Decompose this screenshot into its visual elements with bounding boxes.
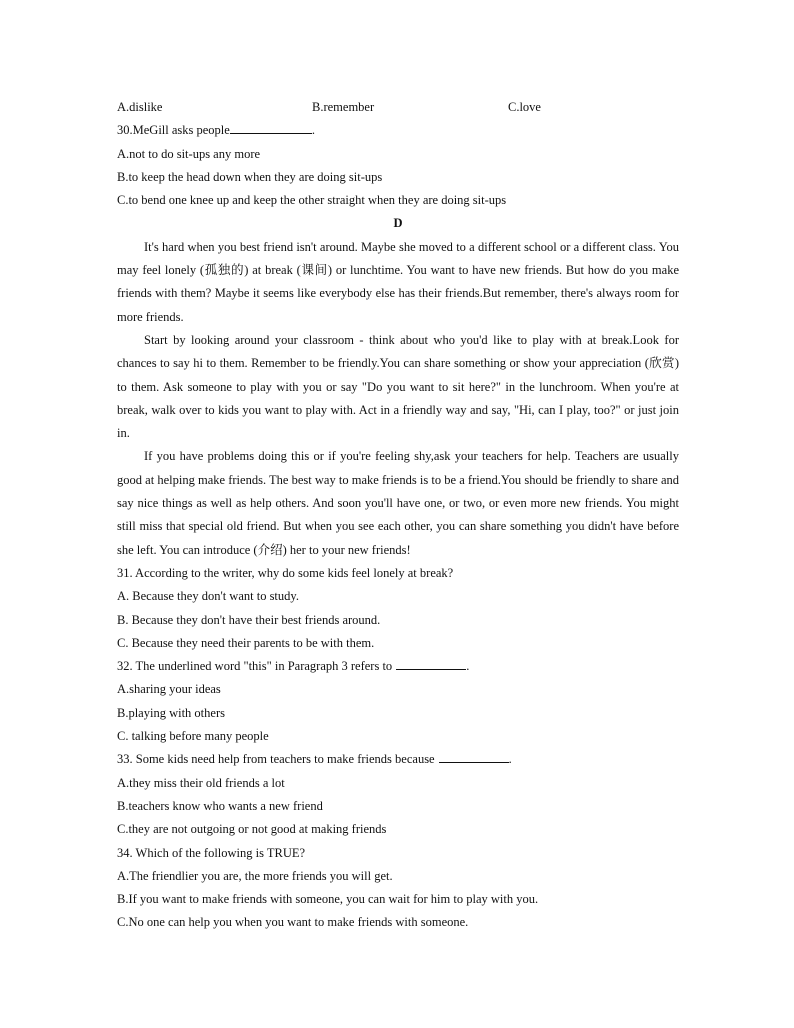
- q30-stem-end: .: [311, 123, 315, 138]
- q33-answer-blank: [439, 748, 509, 763]
- q34-option-b: B.If you want to make friends with someone, you can wait for him to play with you.: [117, 892, 539, 907]
- passage-paragraph-2: Start by looking around your classroom - think about who you'd like to play with at break.Look for chances to say hi to them. Remember to be friendly.You can share something or show your appreciation (欣赏) to them. Ask someone to play with you or say "Do you want to sit here?" in the lunchroom. When you're at break, walk over to kids you want to play with. Act in a friendly way and say, "Hi, can I play, too?" or just join in.: [117, 332, 679, 441]
- q34-stem: 34. Which of the following is TRUE?: [117, 845, 306, 860]
- q30-option-a: A.not to do sit-ups any more: [117, 146, 261, 161]
- q29-options: [117, 96, 679, 119]
- q33-option-b: B.teachers know who wants a new friend: [117, 798, 323, 813]
- q32-option-a: A.sharing your ideas: [117, 682, 221, 697]
- q29-option-c: C.love: [508, 100, 541, 114]
- q32-stem-text: 32. The underlined word "this" in Paragraph 3 refers to: [117, 659, 393, 674]
- q34-option-a: A.The friendlier you are, the more friends you will get.: [117, 868, 393, 883]
- reading-passage: [117, 236, 679, 562]
- worksheet-page: [117, 96, 679, 935]
- q30-option-b: B.to keep the head down when they are doing sit-ups: [117, 169, 383, 184]
- passage-paragraph-1: It's hard when you best friend isn't around. Maybe she moved to a different school or a different class. You may feel lonely (孤独的) at break (课间) or lunchtime. You want to have new friends. But how do you make friends with them? Maybe it seems like everybody else has their friends.But remember, there's always room for more friends.: [117, 239, 679, 324]
- q32-option-b: B.playing with others: [117, 705, 225, 720]
- q32-stem: [117, 655, 679, 678]
- q32-answer-blank: [396, 655, 466, 670]
- q31-option-c: C. Because they need their parents to be with them.: [117, 635, 375, 650]
- q33-stem-end: .: [508, 752, 512, 767]
- q29-option-a: A.dislike: [117, 100, 163, 114]
- q31-option-a: A. Because they don't want to study.: [117, 589, 299, 604]
- q31-stem: 31. According to the writer, why do some kids feel lonely at break?: [117, 565, 454, 580]
- q32-option-c: C. talking before many people: [117, 729, 269, 744]
- q30-answer-blank: [230, 119, 312, 134]
- q30-stem: [117, 119, 679, 142]
- q33-option-c: C.they are not outgoing or not good at making friends: [117, 822, 387, 837]
- q30-option-c: C.to bend one knee up and keep the other straight when they are doing sit-ups: [117, 193, 507, 208]
- q34-option-c: C.No one can help you when you want to make friends with someone.: [117, 915, 469, 930]
- q32-stem-end: .: [466, 659, 470, 674]
- q33-option-a: A.they miss their old friends a lot: [117, 775, 285, 790]
- passage-paragraph-3: If you have problems doing this or if you're feeling shy,ask your teachers for help. Teachers are usually good at helping make friends. The best way to make friends is to be a friend.You should be friendly to share and say nice things as well as help others. And soon you'll have one, or two, or even more new friends. You might still miss that special old friend. But when you see each other, you can share something you didn't have before she left. You can introduce (介绍) her to your new friends!: [117, 449, 679, 557]
- q30-stem-text: 30.MeGill asks people: [117, 123, 230, 138]
- q29-option-b: B.remember: [312, 100, 375, 114]
- q33-stem-text: 33. Some kids need help from teachers to make friends because: [117, 752, 435, 767]
- q33-stem: [117, 748, 679, 771]
- q31-option-b: B. Because they don't have their best friends around.: [117, 612, 381, 627]
- section-heading: D: [393, 216, 403, 231]
